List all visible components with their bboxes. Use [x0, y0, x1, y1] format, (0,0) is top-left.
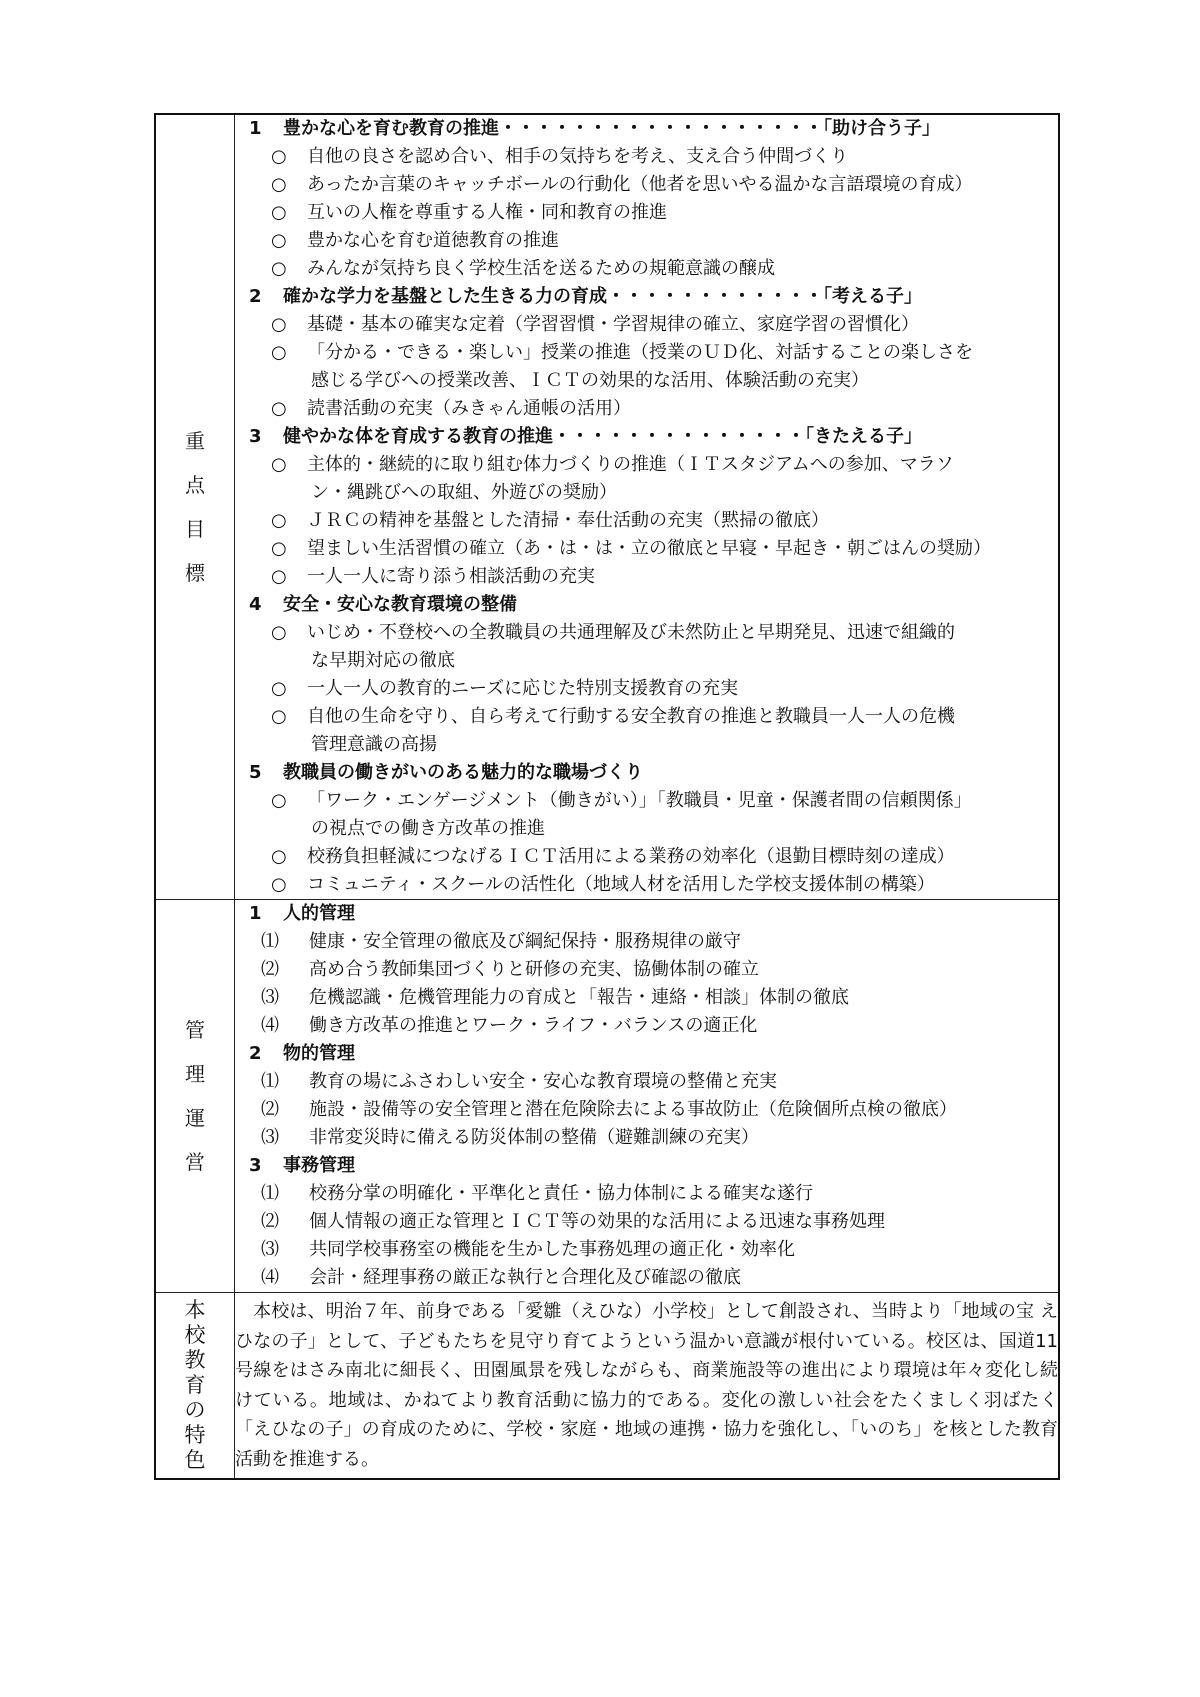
item-text: 健やかな体を育成する教育の推進・・・・・・・・・・・・・・「きたえる子」	[283, 426, 922, 447]
list-item	[235, 395, 1058, 423]
item-text: 主体的・継続的に取り組む体力づくりの推進（ＩＴスタジアムへの参加、マラソ	[307, 454, 954, 475]
list-item	[235, 311, 1058, 339]
management-label-cell	[155, 900, 235, 1293]
list-item	[235, 1264, 1058, 1292]
circle-bullet-icon: ○	[271, 454, 287, 475]
label-char: 特	[184, 1423, 206, 1447]
list-item	[235, 339, 1058, 367]
list-item-continuation	[235, 479, 1058, 507]
circle-bullet-icon: ○	[271, 258, 287, 279]
list-item	[235, 619, 1058, 647]
priority-goals-content	[235, 114, 1060, 900]
school-features-content	[235, 1293, 1060, 1480]
list-number: ⑴	[261, 1183, 279, 1204]
list-item	[235, 787, 1058, 815]
item-text: 安全・安心な教育環境の整備	[283, 594, 517, 615]
item-text: ＪＲＣの精神を基盤とした清掃・奉仕活動の充実（黙掃の徹底）	[307, 510, 829, 531]
priority-goals-label-cell	[155, 114, 235, 900]
priority-goals-row	[155, 114, 1059, 900]
label-char: 理	[185, 1062, 205, 1086]
item-text: 自他の良さを認め合い、相手の気持ちを考え、支え合う仲間づくり	[307, 146, 849, 167]
circle-bullet-icon: ○	[271, 314, 287, 335]
label-char: 営	[185, 1150, 205, 1174]
section-heading	[235, 759, 1058, 787]
item-text: いじめ・不登校への全教職員の共通理解及び未然防止と早期発見、迅速で組織的	[307, 622, 955, 643]
list-item	[235, 1208, 1058, 1236]
label-char: 管	[185, 1018, 205, 1042]
list-item	[235, 507, 1058, 535]
item-text: ン・縄跳びへの取組、外遊びの奨励）	[311, 482, 617, 503]
circle-bullet-icon: ○	[271, 538, 287, 559]
list-item	[235, 143, 1058, 171]
section-heading	[235, 1152, 1058, 1180]
list-number: ⑴	[261, 1071, 279, 1092]
heading-number: 3	[249, 426, 262, 447]
item-text: 個人情報の適正な管理とＩＣＴ等の効果的な活用による迅速な事務処理	[309, 1211, 885, 1232]
item-text: 「ワーク・エンゲージメント（働きがい）」「教職員・児童・保護者間の信頼関係」	[307, 790, 972, 811]
item-text: 読書活動の充実（みきゃん通帳の活用）	[307, 398, 631, 419]
label-char: 育	[184, 1373, 206, 1397]
item-text: みんなが気持ち良く学校生活を送るための規範意識の醸成	[307, 258, 775, 279]
list-item	[235, 563, 1058, 591]
label-char: の	[184, 1398, 206, 1422]
list-item	[235, 984, 1058, 1012]
list-item	[235, 1124, 1058, 1152]
list-item-continuation	[235, 731, 1058, 759]
school-features-row	[155, 1293, 1059, 1480]
item-text: 教育の場にふさわしい安全・安心な教育環境の整備と充実	[309, 1071, 777, 1092]
label-char: 運	[185, 1106, 205, 1130]
circle-bullet-icon: ○	[271, 398, 287, 419]
circle-bullet-icon: ○	[271, 342, 287, 363]
list-item	[235, 1096, 1058, 1124]
section-heading	[235, 900, 1058, 928]
item-text: 高め合う教師集団づくりと研修の充実、協働体制の確立	[309, 959, 759, 980]
label-char: 本	[184, 1298, 206, 1322]
list-item	[235, 843, 1058, 871]
item-text: 管理意識の高揚	[311, 734, 437, 755]
item-text: 会計・経理事務の厳正な執行と合理化及び確認の徹底	[309, 1267, 741, 1288]
priority-goals-label	[185, 419, 205, 595]
circle-bullet-icon: ○	[271, 202, 287, 223]
section-heading	[235, 423, 1058, 451]
circle-bullet-icon: ○	[271, 566, 287, 587]
list-item	[235, 451, 1058, 479]
list-item	[235, 956, 1058, 984]
item-text: 校務負担軽減につなげるＩＣＴ活用による業務の効率化（退勤目標時刻の達成）	[307, 846, 955, 867]
item-text: 確かな学力を基盤とした生きる力の育成・・・・・・・・・・・・「考える子」	[283, 286, 922, 307]
circle-bullet-icon: ○	[271, 174, 287, 195]
heading-number: 5	[249, 762, 262, 783]
item-text: 物的管理	[283, 1043, 355, 1064]
circle-bullet-icon: ○	[271, 706, 287, 727]
section-heading	[235, 283, 1058, 311]
circle-bullet-icon: ○	[271, 678, 287, 699]
school-features-label-cell	[155, 1293, 235, 1480]
management-label	[185, 1008, 205, 1184]
item-text: あったか言葉のキャッチボールの行動化（他者を思いやる温かな言語環境の育成）	[307, 174, 973, 195]
item-text: コミュニティ・スクールの活性化（地域人材を活用した学校支援体制の構築）	[307, 874, 935, 895]
item-text: な早期対応の徹底	[311, 650, 455, 671]
circle-bullet-icon: ○	[271, 510, 287, 531]
section-heading	[235, 591, 1058, 619]
item-text: 事務管理	[283, 1155, 355, 1176]
list-item	[235, 703, 1058, 731]
heading-number: 2	[249, 1043, 262, 1064]
list-item	[235, 227, 1058, 255]
list-number: ⑷	[261, 1267, 279, 1288]
item-text: 危機認識・危機管理能力の育成と「報告・連絡・相談」体制の徹底	[309, 987, 849, 1008]
item-text: 豊かな心を育む教育の推進・・・・・・・・・・・・・・・・・・「助け合う子」	[283, 118, 940, 139]
list-item	[235, 1180, 1058, 1208]
label-char: 重	[185, 429, 205, 453]
heading-number: 4	[249, 594, 262, 615]
list-item	[235, 255, 1058, 283]
list-item	[235, 871, 1058, 899]
circle-bullet-icon: ○	[271, 790, 287, 811]
item-text: 一人一人に寄り添う相談活動の充実	[307, 566, 595, 587]
circle-bullet-icon: ○	[271, 146, 287, 167]
section-heading	[235, 115, 1058, 143]
item-text: 豊かな心を育む道徳教育の推進	[307, 230, 559, 251]
label-char: 校	[184, 1323, 206, 1347]
item-text: 人的管理	[283, 903, 355, 924]
item-text: 教職員の働きがいのある魅力的な職場づくり	[283, 762, 643, 783]
item-text: 健康・安全管理の徹底及び綱紀保持・服務規律の厳守	[309, 931, 741, 952]
list-item-continuation	[235, 647, 1058, 675]
item-text: の視点での働き方改革の推進	[311, 818, 545, 839]
list-number: ⑵	[261, 1211, 279, 1232]
list-item	[235, 535, 1058, 563]
circle-bullet-icon: ○	[271, 622, 287, 643]
label-char: 標	[185, 561, 205, 585]
list-item	[235, 1236, 1058, 1264]
item-text: 施設・設備等の安全管理と潜在危険除去による事故防止（危険個所点検の徹底）	[309, 1099, 957, 1120]
label-char: 点	[185, 473, 205, 497]
management-content	[235, 900, 1060, 1293]
list-number: ⑷	[261, 1015, 279, 1036]
list-number: ⑶	[261, 987, 279, 1008]
item-text: 一人一人の教育的ニーズに応じた特別支援教育の充実	[307, 678, 739, 699]
list-item-continuation	[235, 367, 1058, 395]
heading-number: 2	[249, 286, 262, 307]
circle-bullet-icon: ○	[271, 230, 287, 251]
list-item	[235, 171, 1058, 199]
list-number: ⑵	[261, 959, 279, 980]
label-char: 目	[185, 517, 205, 541]
list-number: ⑴	[261, 931, 279, 952]
circle-bullet-icon: ○	[271, 846, 287, 867]
school-plan-table	[154, 113, 1060, 1480]
school-features-label	[185, 1298, 206, 1473]
section-heading	[235, 1040, 1058, 1068]
label-char: 教	[184, 1348, 206, 1372]
school-features-paragraph: 本校は、明治７年、前身である「愛雛（えひな）小学校」として創設され、当時より「地域の宝 えひなの子」として、子どもたちを見守り育てようという温かい意識が根付いている。校区は、国道11号線をはさみ南北に細長く、田園風景を残しながらも、商業施設等の進出により環境は年々変化し続けている。地域は、かねてより教育活動に協力的である。変化の激しい社会をたくましく羽ばたく「えひなの子」の育成のために、学校・家庭・地域の連携・協力を強化し、「いのち」を核とした教育活動を推進する。	[235, 1301, 1058, 1470]
heading-number: 3	[249, 1155, 262, 1176]
item-text: 働き方改革の推進とワーク・ライフ・バランスの適正化	[309, 1015, 758, 1036]
list-number: ⑶	[261, 1127, 279, 1148]
list-item	[235, 199, 1058, 227]
item-text: 共同学校事務室の機能を生かした事務処理の適正化・効率化	[309, 1239, 795, 1260]
item-text: 望ましい生活習慣の確立（あ・は・は・立の徹底と早寝・早起き・朝ごはんの奨励）	[307, 538, 991, 559]
list-number: ⑶	[261, 1239, 279, 1260]
heading-number: 1	[249, 118, 262, 139]
item-text: 感じる学びへの授業改善、ＩＣＴの効果的な活用、体験活動の充実）	[311, 370, 869, 391]
heading-number: 1	[249, 903, 262, 924]
list-item	[235, 928, 1058, 956]
list-item	[235, 1012, 1058, 1040]
item-text: 自他の生命を守り、自ら考えて行動する安全教育の推進と教職員一人一人の危機	[307, 706, 955, 727]
item-text: 基礎・基本の確実な定着（学習習慣・学習規律の確立、家庭学習の習慣化）	[307, 314, 919, 335]
list-number: ⑵	[261, 1099, 279, 1120]
management-row	[155, 900, 1059, 1293]
label-char: 色	[184, 1448, 206, 1472]
list-item	[235, 1068, 1058, 1096]
item-text: 校務分掌の明確化・平準化と責任・協力体制による確実な遂行	[309, 1183, 813, 1204]
item-text: 互いの人権を尊重する人権・同和教育の推進	[307, 202, 667, 223]
circle-bullet-icon: ○	[271, 874, 287, 895]
item-text: 非常変災時に備える防災体制の整備（避難訓練の充実）	[309, 1127, 759, 1148]
list-item-continuation	[235, 815, 1058, 843]
item-text: 「分かる・できる・楽しい」授業の推進（授業のＵＤ化、対話することの楽しさを	[307, 342, 973, 363]
list-item	[235, 675, 1058, 703]
